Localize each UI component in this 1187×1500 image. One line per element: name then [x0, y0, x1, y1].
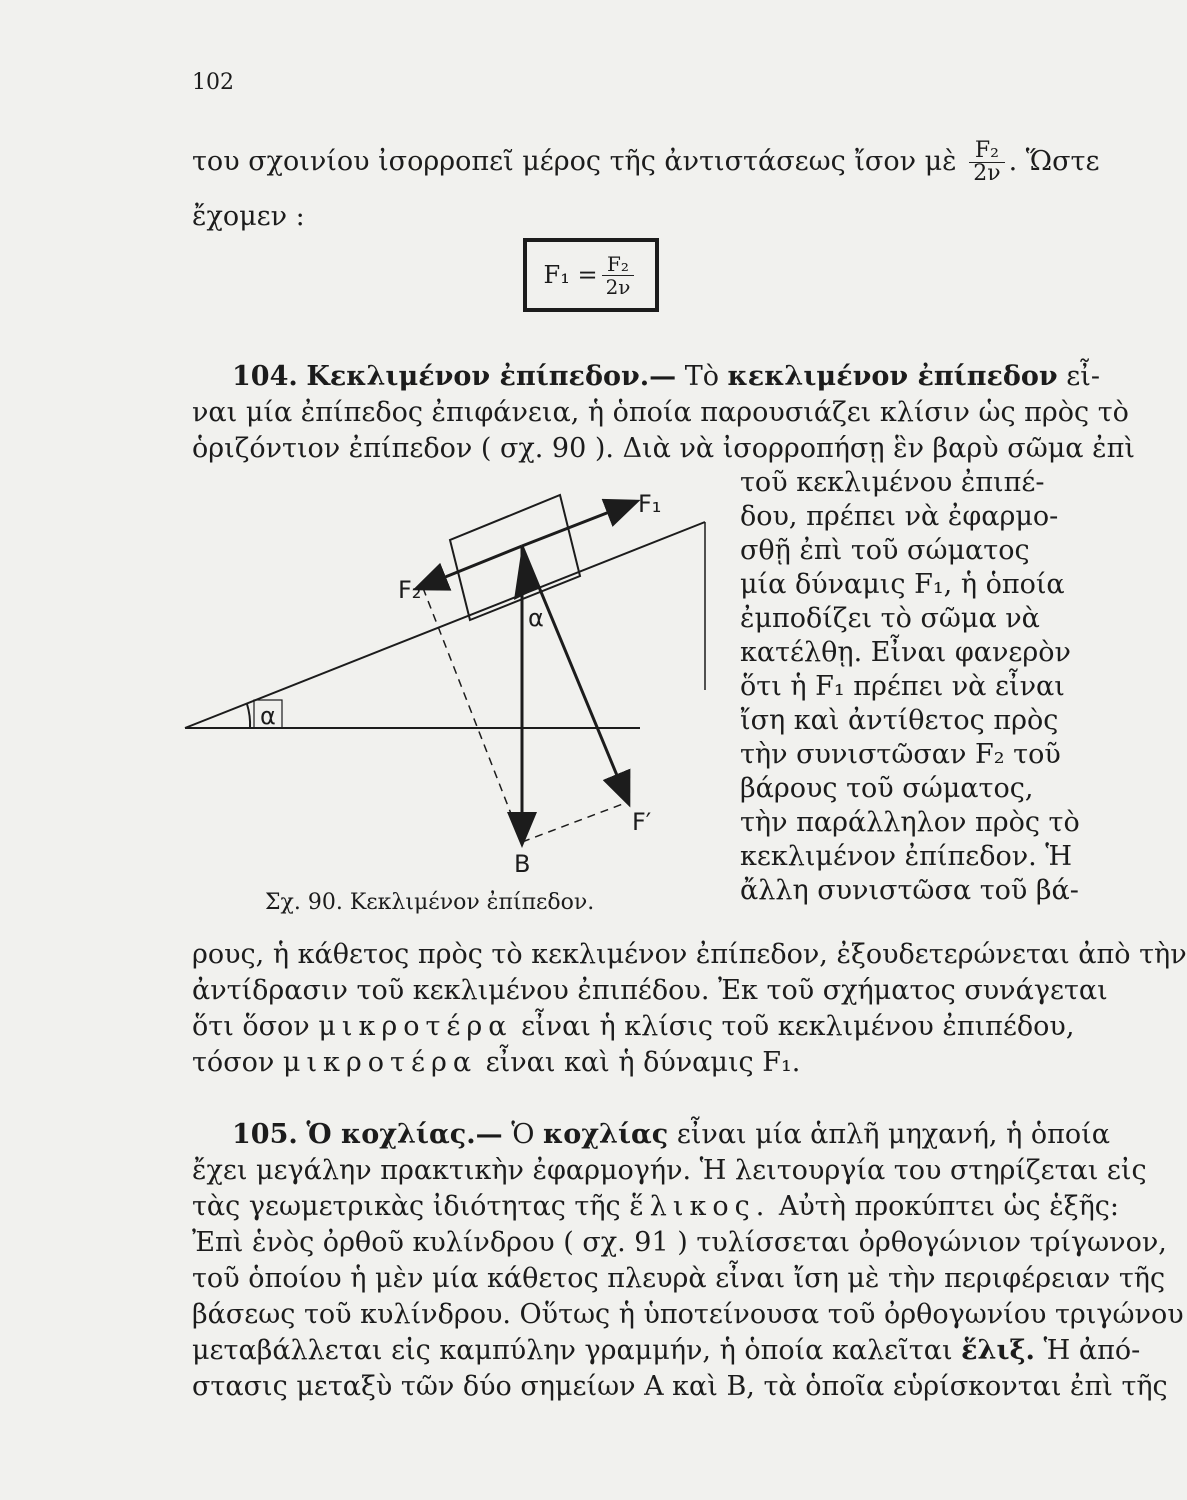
- right-col-line: ἄλλη συνιστῶσα τοῦ βά-: [740, 875, 1079, 906]
- inclined-plane-figure: [170, 480, 730, 880]
- formula-lhs: F₁ =: [543, 261, 598, 289]
- section-104-number: 104.: [232, 361, 298, 392]
- section-105-line-3: [192, 1190, 1119, 1224]
- section-104-term: κεκλιμένον ἐπίπεδον: [727, 361, 1058, 392]
- label-fprime: F′: [632, 808, 652, 836]
- line-c-spaced: μικροτέρα: [318, 1011, 513, 1042]
- line3-spaced: ἕλικος.: [629, 1191, 771, 1222]
- section-104-line-b: ἀντίδρασιν τοῦ κεκλιμένου ἐπιπέδου. Ἐκ τοῦ σχήματος συνάγεται: [192, 975, 1108, 1006]
- section-105-number: 105.: [232, 1119, 298, 1150]
- intro-frac-den: 2ν: [973, 161, 1001, 186]
- section-104-lead-end: εἶ-: [1066, 361, 1100, 392]
- line7-start: μεταβάλλεται εἰς καμπύλην γραμμήν, ἡ ὁποία καλεῖται: [192, 1335, 953, 1366]
- right-col-line: κεκλιμένον ἐπίπεδον. Ἡ: [740, 841, 1073, 872]
- line-d-start: τόσον: [192, 1047, 275, 1078]
- right-col-line: ἐμποδίζει τὸ σῶμα νὰ: [740, 603, 1040, 634]
- dashed-line-left: [423, 588, 522, 842]
- force-fprime-arrow: [522, 546, 628, 802]
- label-alpha-angle: α: [260, 702, 276, 730]
- section-104-lead: Τὸ: [684, 361, 719, 392]
- section-105-line-4: Ἐπὶ ἑνὸς ὀρθοῦ κυλίνδρου ( σχ. 91 ) τυλίσσεται ὀρθογώνιον τρίγωνον,: [192, 1227, 1167, 1258]
- figure-caption: Σχ. 90. Κεκλιμένον ἐπίπεδον.: [265, 890, 595, 915]
- right-col-line: ὅτι ἡ F₁ πρέπει νὰ εἶναι: [740, 671, 1065, 702]
- angle-arc: [247, 704, 250, 728]
- section-105-line1-end: εἶναι μία ἁπλῆ μηχανή, ἡ ὁποία: [676, 1119, 1110, 1150]
- section-104-heading: [232, 360, 1100, 394]
- intro-line-1: [192, 140, 1100, 185]
- right-col-line: σθῇ ἐπὶ τοῦ σώματος: [740, 535, 1030, 566]
- right-col-line: τὴν παράλληλον πρὸς τὸ: [740, 807, 1080, 838]
- section-105-heading: [232, 1118, 1110, 1152]
- section-105-line-6: βάσεως τοῦ κυλίνδρου. Οὕτως ἡ ὑποτείνουσα τοῦ ὀρθογωνίου τριγώνου: [192, 1299, 1184, 1330]
- section-105-line-8: στασις μεταξὺ τῶν δύο σημείων Α καὶ Β, τὰ ὁποῖα εὑρίσκονται ἐπὶ τῆς: [192, 1371, 1168, 1402]
- right-col-line: τοῦ κεκλιμένου ἐπιπέ-: [740, 467, 1045, 498]
- label-b: B: [514, 850, 531, 878]
- section-105-line-2: ἔχει μεγάλην πρακτικὴν ἐφαρμογήν. Ἡ λειτουργία του στηρίζεται εἰς: [192, 1155, 1147, 1186]
- section-104-line-c: [192, 1010, 1074, 1044]
- line-d-spaced: μικροτέρα: [282, 1047, 478, 1078]
- section-104-line-2: ναι μία ἐπίπεδος ἐπιφάνεια, ἡ ὁποία παρουσιάζει κλίσιν ὡς πρὸς τὸ: [192, 397, 1129, 428]
- line-c-start: ὅτι ὅσον: [192, 1011, 310, 1042]
- section-104-line-3: ὁριζόντιον ἐπίπεδον ( σχ. 90 ). Διὰ νὰ ἰσορροπήσῃ ἓν βαρὺ σῶμα ἐπὶ: [192, 433, 1135, 464]
- intro-end: . Ὥστε: [1008, 146, 1100, 177]
- right-col-line: κατέλθῃ. Εἶναι φανερὸν: [740, 637, 1071, 668]
- section-105-title: Ὁ κοχλίας.—: [306, 1119, 503, 1150]
- right-col-line: τὴν συνιστῶσαν F₂ τοῦ: [740, 739, 1061, 770]
- label-f1: F₁: [638, 490, 662, 518]
- formula-box: [523, 238, 659, 312]
- section-104-title: Κεκλιμένον ἐπίπεδον.—: [306, 361, 677, 392]
- block: [450, 495, 580, 620]
- section-104-right-column: [740, 466, 1080, 908]
- right-col-line: βάρους τοῦ σώματος,: [740, 773, 1034, 804]
- line7-term: ἕλιξ.: [961, 1335, 1035, 1366]
- line-d-end: εἶναι καὶ ἡ δύναμις F₁.: [485, 1047, 801, 1078]
- section-104-line-d: [192, 1046, 800, 1080]
- section-105-line-5: τοῦ ὁποίου ἡ μὲν μία κάθετος πλευρὰ εἶναι ἴση μὲ τὴν περιφέρειαν τῆς: [192, 1263, 1166, 1294]
- section-105-term: κοχλίας: [543, 1119, 669, 1150]
- line7-end: Ἡ ἀπό-: [1043, 1335, 1141, 1366]
- line3-start: τὰς γεωμετρικὰς ἰδιότητας τῆς: [192, 1191, 621, 1222]
- label-f2: F₂: [398, 576, 422, 604]
- page-number: 102: [192, 70, 234, 95]
- dashed-line-bottom: [522, 802, 628, 842]
- section-105-line-7: [192, 1334, 1140, 1368]
- intro-fraction: [969, 140, 1004, 185]
- formula-fraction: [602, 253, 635, 298]
- formula-num: F₂: [602, 253, 635, 276]
- intro-text: του σχοινίου ἰσορροπεῖ μέρος τῆς ἀντιστάσεως ἴσον μὲ: [192, 146, 957, 177]
- intro-frac-num: F₂: [969, 140, 1004, 163]
- incline-line: [185, 522, 705, 728]
- line-c-end: εἶναι ἡ κλίσις τοῦ κεκλιμένου ἐπιπέδου,: [521, 1011, 1075, 1042]
- intro-line-2: ἔχομεν :: [192, 201, 305, 232]
- formula-den: 2ν: [605, 274, 631, 299]
- section-104-line-a: ρους, ἡ κάθετος πρὸς τὸ κεκλιμένον ἐπίπεδον, ἐξουδετερώνεται ἀπὸ τὴν: [192, 939, 1187, 970]
- right-col-line: μία δύναμις F₁, ἡ ὁποία: [740, 569, 1065, 600]
- right-col-line: ἴση καὶ ἀντίθετος πρὸς: [740, 705, 1059, 736]
- force-f2-arrow: [418, 546, 522, 588]
- right-col-line: δου, πρέπει νὰ ἐφαρμο-: [740, 501, 1059, 532]
- section-105-lead: Ὁ: [511, 1119, 535, 1150]
- force-f1-arrow: [522, 502, 635, 546]
- label-alpha-center: α: [528, 604, 544, 632]
- line3-end: Αὐτὴ προκύπτει ὡς ἑξῆς:: [778, 1191, 1119, 1222]
